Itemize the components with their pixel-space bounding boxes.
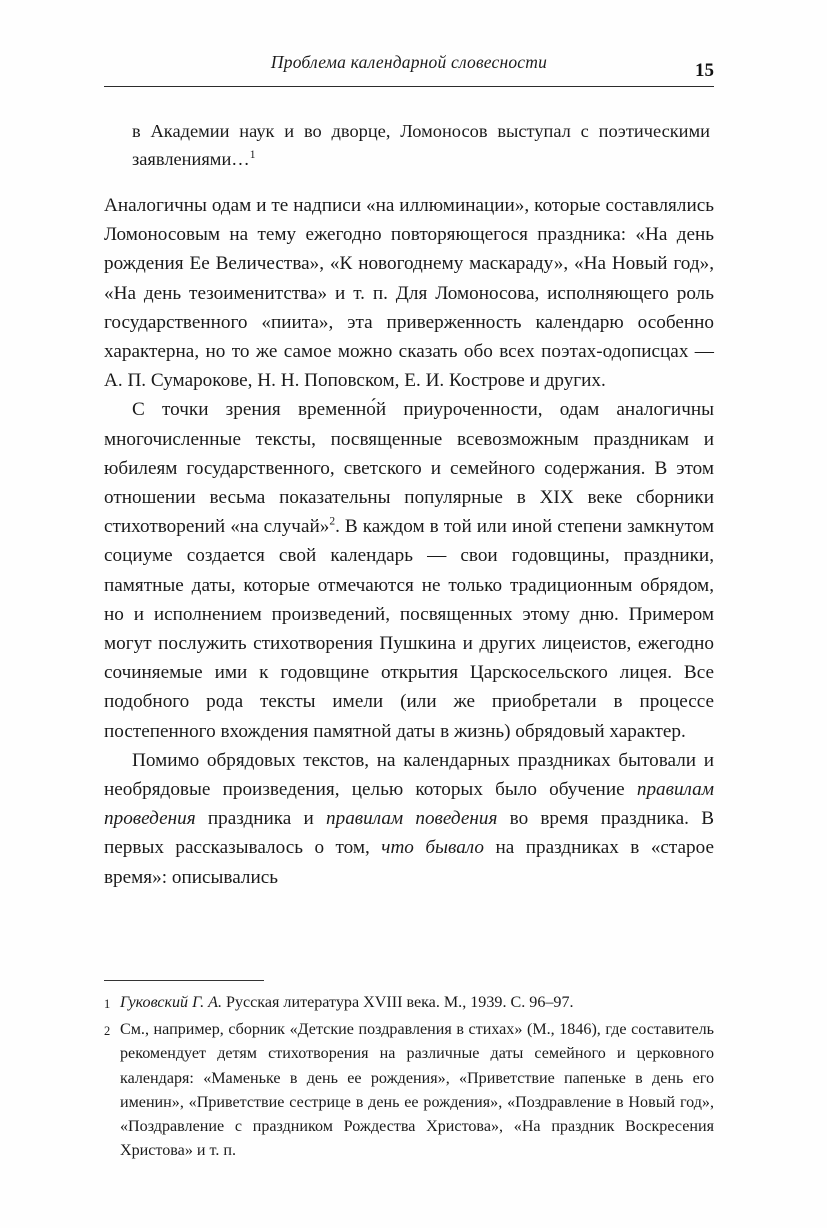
running-head [104,52,714,87]
page-number: 15 [695,60,714,81]
footnote-2-number: 2 [104,1024,111,1039]
paragraph-3: Помимо обрядовых текстов, на календарных праздниках бытовали и необрядовые произведения, целью которых было обучение правилам проведения праздника и правилам поведения во время праздника. В первых рассказывалось о том, что бывало на праздниках в «старое время»: описывались [104,749,714,888]
footnote-separator-rule [104,980,264,981]
footnote-1-text: Гуковский Г. А. Русская литература XVIII века. М., 1939. С. 96–97. [120,994,574,1011]
footnote-2-text: См., например, сборник «Детские поздравления в стихах» (М., 1846), где составитель рекомендует детям стихотворения на различные даты семейного и церковного календаря: «Маменьке в день ее рождения», «Приветствие папеньке в день его именин», «Приветствие сестрице в день ее рождения», «Поздравление в Новый год», «Поздравление с праздником Рождества Христова», «На праздник Воскресения Христова» и т. п. [120,1021,714,1160]
footnotes-section [104,980,714,1165]
block-quote [132,117,710,173]
block-quote-text: в Академии наук и во дворце, Ломоносов выступал с поэтическими заявлениями… [132,121,710,169]
footnote-2 [104,1018,714,1163]
footnote-1-number: 1 [104,997,111,1011]
footnote-marker-1: 1 [249,148,256,161]
page-content [104,52,714,892]
running-head-title: Проблема календарной словесности [270,52,548,72]
footnote-1 [104,991,714,1016]
paragraph-2: С точки зрения временно́й приуроченности, одам аналогичны многочисленные тексты, посвященные всевозможным праздникам и юбилеям государственного, светского и семейного содержания. В этом отношении весьма показательны популярные в XIX веке сборники стихотворений «на случай»$^2$. В каждом в той или иной степени замкнутом социуме создается свой календарь — свои годовщины, праздники, памятные даты, которые отмечаются не только традиционным обрядом, но и исполнением произведений, посвященных этому дню. Примером могут послужить стихотворения Пушкина и других лицеистов, ежегодно сочиняемые ими к годовщине открытия Царскосельского лицея. Все подобного рода тексты имели (или же приобретали в процессе постепенного вхождения памятной даты в жизнь) обрядовый характер. [104,399,714,742]
paragraph-1: Аналогичны одам и те надписи «на иллюминации», которые составлялись Ломоносовым на тему ежегодно повторяющегося праздника: «На день рождения Ее Величества», «К новогоднему маскараду», «На Новый год», «На день тезоименитства» и т. п. Для Ломоносова, исполняющего роль государственного «пиита», эта приверженность календарю особенно характерна, но то же самое можно сказать обо всех поэтах-одописцах — А. П. Сумарокове, Н. Н. Поповском, Е. И. Кострове и других. [104,195,714,392]
body-text [104,117,714,892]
